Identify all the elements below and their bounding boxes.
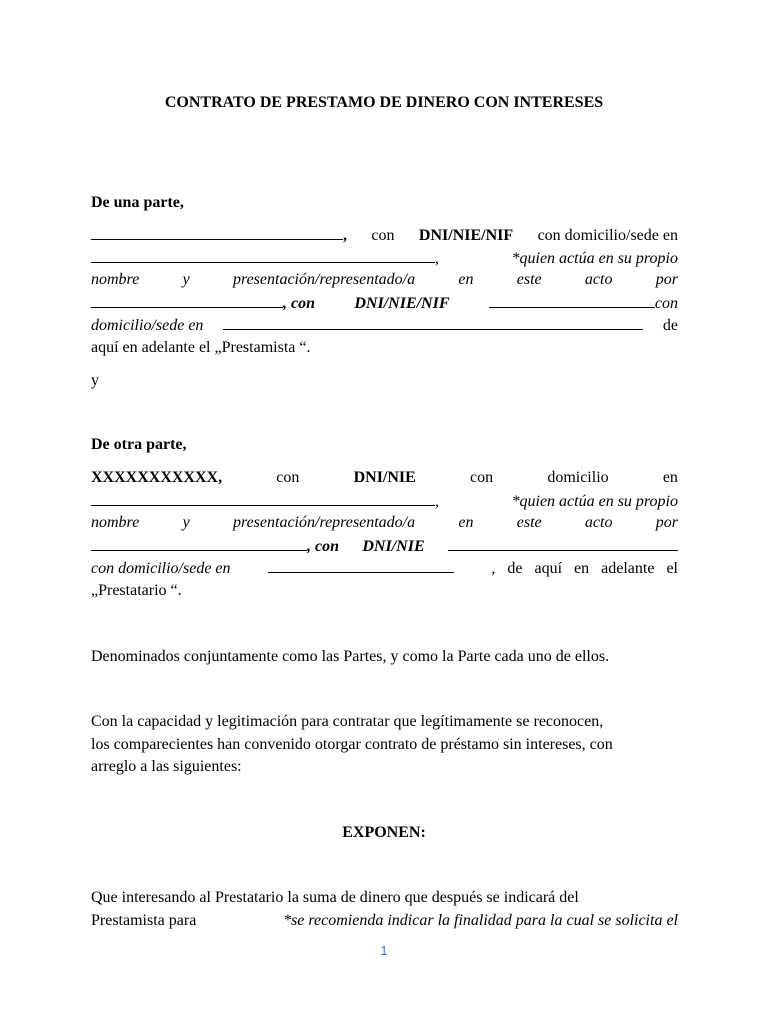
conjunction: y — [91, 372, 99, 389]
part1-paragraph — [91, 224, 678, 359]
part2-line-1: XXXXXXXXXXX, con DNI/NIE con domicilio en — [91, 469, 678, 486]
exponen-heading: EXPONEN: — [342, 824, 426, 841]
que-paragraph — [91, 887, 678, 932]
blank-field[interactable] — [91, 490, 435, 506]
que-line-2: Prestamista para *se recomienda indicar la finalidad para la cual se solicita el — [91, 911, 678, 929]
part1-line-1: , con DNI/NIE/NIF con domicilio/sede en — [91, 224, 678, 247]
denominados-paragraph: Denominados conjuntamente como las Partes, y como la Parte cada uno de ellos. — [91, 648, 610, 665]
blank-field[interactable] — [448, 535, 678, 551]
blank-field[interactable] — [91, 535, 307, 551]
part2-line-2: , *quien actúa en su propio — [91, 490, 678, 513]
blank-field[interactable] — [91, 292, 283, 308]
blank-field[interactable] — [268, 557, 454, 573]
part2-line-5: con domicilio/sede en , de aquí en adelante el — [91, 557, 678, 580]
document-title: CONTRATO DE PRESTAMO DE DINERO CON INTERESES — [164, 94, 604, 111]
part1-line-6: aquí en adelante el „Prestamista “. — [91, 338, 311, 356]
blank-field[interactable] — [91, 247, 435, 263]
blank-field[interactable] — [223, 314, 643, 330]
part1-heading: De una parte, — [91, 194, 184, 211]
que-line-1: Que interesando al Prestatario la suma de dinero que después se indicará del — [91, 889, 579, 906]
part1-line-2: , *quien actúa en su propio — [91, 247, 678, 270]
part1-line-4: , con DNI/NIE/NIF con — [91, 292, 678, 315]
part2-line-6: „Prestatario “. — [91, 581, 182, 599]
part2-line-3: nombre y presentación/representado/a en este acto por — [91, 514, 678, 531]
capacidad-line-2: los comparecientes han convenido otorgar contrato de préstamo sin intereses, con — [91, 735, 613, 753]
blank-field[interactable] — [489, 292, 655, 308]
capacidad-paragraph — [91, 711, 678, 779]
page-number: 1 — [380, 943, 388, 958]
part1-line-3: nombre y presentación/representado/a en este acto por — [91, 271, 678, 288]
part2-line-4: , con DNI/NIE — [91, 535, 678, 558]
capacidad-line-3: arreglo a las siguientes: — [91, 758, 242, 775]
blank-field[interactable] — [91, 224, 343, 240]
part1-line-5: domicilio/sede en de — [91, 314, 678, 337]
part2-paragraph — [91, 467, 678, 602]
part2-heading: De otra parte, — [91, 436, 187, 453]
capacidad-line-1: Con la capacidad y legitimación para contratar que legítimamente se reconocen, — [91, 713, 604, 730]
